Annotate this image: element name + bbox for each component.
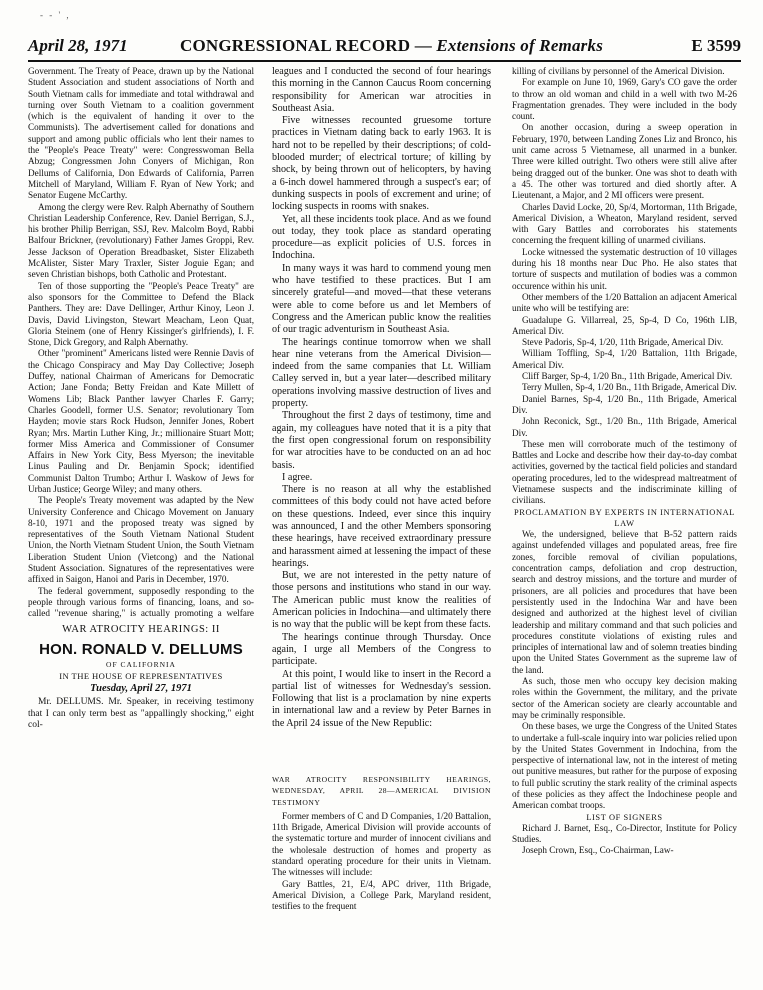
header-title-sub: Extensions of Remarks [436, 36, 604, 55]
col3-paragraph: On another occasion, during a sweep operation in February, 1970, between Landing Zones Liz and Bronco, his unit came across 5 Vietnamese, all unarmed in a bunker. Three were killed outright. Two others were still alive after being dragged out of the bunker. One was shot to death with a 45. The other was tortured and died shortly after. A Lieutenant, a Major, and 2 MI officers were present. [512, 122, 737, 201]
section-heading: WAR ATROCITY HEARINGS: II [62, 624, 220, 635]
col3-paragraph: Locke witnessed the systematic destruction of 10 villages during his 18 months near Duc Pho. He also states that torture of suspects and mutilation of bodies was a common occurence within his unit. [512, 246, 737, 291]
col1-paragraph: Ten of those supporting the "People's Peace Treaty" are also sponsors for the Committee to Defend the Black Panthers. They are: Dave Dellinger, Arthur Kinoy, Leon J. Davis, David Livingston, Stewart Meacham, Leon Quat, Gloria Steinem (one of Henry Kissinger's girlfriends), I. F. Stone, Dick Gregory, and Ralph Abernathy. [28, 280, 254, 348]
speaker-name: HON. RONALD V. DELLUMS [39, 641, 243, 658]
col3-paragraph: Other members of the 1/20 Battalion an adjacent Americal unite who will be testifying are: [512, 291, 737, 314]
col1-paragraph: The People's Treaty movement was adapted by the New University Conference and Chicago Movement on January 8-10, 1971 and the proposed treaty was signed by representatives of the South Vietnam National Student Union, the North Vietnam Student Union, the South Vietnam Liberation Student Union (Vietcong) and the National Student Association. Signatures of the representatives were affixed in Saigon, Hanoi and Paris in December, 1970. [28, 495, 254, 585]
margin-marks: - - ' , [40, 10, 71, 20]
proclamation-paragraph: On these bases, we urge the Congress of the United States to undertake a full-scale inquiry into war policies relied upon by the United States Government in Indochina, from the perspective of international law, not in the interest of meting out punitive measures, but rather for the purpose of exposing to full public scrutiny the stark reality of the criminal aspects of these policies as they affect the Indochinese people and American combat troops. [512, 721, 737, 811]
witness-entry: John Reconick, Sgt., 1/20 Bn., 11th Brigade, Americal Div. [512, 416, 737, 438]
col2-lower-paragraph: Former members of C and D Companies, 1/20 Battalion, 11th Brigade, Americal Division will provide accounts of the systematic torture and murder of innocent civilians and the wholesale destruction of homes and property as standard operating procedure for their units in Vietnam. The witnesses will include: [272, 810, 491, 878]
header-date: April 28, 1971 [28, 36, 128, 55]
dateline: Tuesday, April 27, 1971 [90, 683, 192, 694]
col2-paragraph: leagues and I conducted the second of four hearings this morning in the Cannon Caucus Room concerning responsibility for American war atrocities in Southeast Asia. [272, 66, 491, 114]
col2-paragraph: Yet, all these incidents took place. And as we found out today, they took place as standard operating procedure—as explicit policies of U.S. forces in Indochina. [272, 213, 491, 262]
column-2 [272, 66, 491, 771]
col2-paragraph: In many ways it was hard to commend young men who have testified to these practices. But I am sincerely grateful—and moved—that these veterans were able to come before us and let Members of Congress and the American public know the realities of our tragic adventurism in Southeast Asia. [272, 262, 491, 336]
col2-paragraph: But, we are not interested in the petty nature of those persons and institutions who stand in our way. The American public must know the realities of American policies in Indochina—and ultimately there is no way that the public will be kept from these facts. [272, 570, 491, 631]
column-1 [28, 66, 254, 618]
col3-paragraph: killing of civilians by personnel of the Americal Division. [512, 66, 725, 76]
testimony-subhead: WAR ATROCITY RESPONSIBILITY HEARINGS, WEDNESDAY, APRIL 28—AMERICAL DIVISION TESTIMONY [272, 775, 491, 807]
witness-entry: Daniel Barnes, Sp-4, 1/20 Bn., 11th Brigade, Americal Div. [512, 393, 737, 415]
col3-paragraph: These men will corroborate much of the testimony of Battles and Locke and describe how their day-to-day combat activities, governed by the tactical field policies and standard operating procedures, led to the widespread maltreatment of Vietnamese suspects and the indiscriminate killing of civilians. [512, 438, 737, 506]
col3-paragraph: Charles David Locke, 20, Sp/4, Mortorman, 11th Brigade, Americal Division, a Wheaton, Maryland resident, served with Gary Battles and corroborates his statements concerning the frequent killing of unarmed civilians. [512, 201, 737, 246]
col2-paragraph: There is no reason at all why the established committees of this body could not have acted before on these questions. Indeed, ever since this inquiry was announced, I and the other Members sponsoring these hearings, have received extraordinary pressure and harassment aimed at lessening the impact of these hearings. [272, 484, 491, 569]
col2-paragraph: Throughout the first 2 days of testimony, time and again, my colleagues have noted that it is a pity that the first open congressional forum on responsibility for war atrocities have to be conducted on an ad hoc basis. [272, 410, 491, 471]
witness-entry: William Toffling, Sp-4, 1/20 Battalion, 11th Brigade, Americal Div. [512, 348, 737, 370]
col2-paragraph: The hearings continue tomorrow when we shall hear nine veterans from the Americal Division—indeed from the same companies that Lt. William Calley served in, but a year later—described military operations involving massive destruction of lives and property. [272, 336, 491, 410]
proclamation-paragraph: As such, those men who occupy key decision making roles within the Government, the military, and the private sector of the American society are clearly accountable and may be criminally responsible. [512, 676, 737, 720]
proclamation-heading: PROCLAMATION BY EXPERTS IN INTERNATIONAL LAW [514, 507, 735, 528]
header-page-number: E 3599 [691, 36, 741, 55]
speech-intro: Mr. DELLUMS. Mr. Speaker, in receiving testimony that I can only term best as "appallingly shocking," eight col- [28, 697, 254, 731]
col2-paragraph: Five witnesses recounted gruesome torture practices in Vietnam dating back to early 1963. It is hard not to be repelled by their descriptions; of cold-blooded murder; of electrical torture; of killing by shock, by being thrown out of helicopters, by having a 6-inch dowel hammered through a suspect's ear; of dunking suspects in pools of excrement and urine; of locking suspects in rooms with snakes. [272, 115, 491, 213]
proclamation-paragraph: We, the undersigned, believe that B-52 pattern raids against undefended villages and populated areas, free fire zones, forcible removal of civilian populations, concentration camps, defoliation and crop destruction, search and destroy missions, and the torture and murder of prisoners, are all policies and procedures that have been persistently used in the Indochina War and have been designed and authorized at the highest level of civilian leadership and military command and that such policies and procedures constitute violations of existing rules and principles of international law and of solemn treaties binding upon the United States Government as the supreme law of the land. [512, 529, 737, 675]
column-3 [512, 66, 737, 986]
header-title-main: CONGRESSIONAL RECORD — [180, 36, 437, 55]
col1-paragraph: Other "prominent" Americans listed were Rennie Davis of the Chicago Conspiracy and May Day Collective; Joseph Duffey, national Chairman of Americans for Democratic Action; Jane Fonda; Betty Freidan and Kate Millett of Womens Lib; Black Panther lawyer Charles F. Garry; Charles Goodell, former U.S. Senator; revolutionary Tom Hayden; movie stars Rock Hudson, Jennifer Jones, Robert Ryan; Mrs. Martin Luther King, Jr.; millionaire Stuart Mott; former Miss America and Commissioner of Consumer Affairs in New York City, Bess Myerson; the inevitable Linus Pauling and Dr. Benjamin Spock; identified Communist Dalton Trumbo; Arthur I. Waskow of Jews for Urban Justice; George Wiley; and many others. [28, 348, 254, 494]
col2-paragraph: The hearings continue through Thursday. Once again, I urge all Members of the Congress to participate. [272, 631, 491, 668]
signer-entry: Joseph Crown, Esq., Co-Chairman, Law- [522, 845, 674, 856]
signer-entry: Richard J. Barnet, Esq., Co-Director, Institute for Policy Studies. [512, 822, 737, 845]
column-2-lower [272, 774, 491, 913]
col2-lower-paragraph: Gary Battles, 21, E/4, APC driver, 11th Brigade, Americal Division, a College Park, Maryland resident, testifies to the frequent [272, 878, 491, 912]
witness-entry: Cliff Barger, Sp-4, 1/20 Bn., 11th Brigade, Americal Div. [522, 371, 733, 382]
col3-paragraph: For example on June 10, 1969, Gary's CO gave the order to throw an old woman and child in a well with two M-26 Fragmentation grenades. They were included in the body count. [512, 77, 737, 122]
witness-entry: Guadalupe G. Villarreal, 25, Sp-4, D Co, 196th LIB, Americal Div. [512, 314, 737, 336]
col1-paragraph: Government. The Treaty of Peace, drawn up by the National Student Association and student associations of North and South Vietnam calls for immediate and total withdrawal and turning over South Vietnam to a coalition government (which is the equivalent of handing it over to the Communists). The advertisement called for donations and support and among public officials who lent their names to the "People's Peace Treaty" were: Congresswoman Bella Abzug; Congressmen John Conyers of Michigan, Ron Dellums of California, Don Edwards of California, Parren Mitchell of Maryland, William F. Ryan of New York; and Senator Eugene McCarthy. [28, 66, 254, 201]
col1-paragraph: The federal government, supposedly responding to the people through various forms of financing, loans, and so-called "revenue sharing," is actually promoting a welfare [28, 585, 254, 618]
speaker-state: OF CALIFORNIA [106, 660, 176, 669]
col2-paragraph: I agree. [282, 471, 313, 483]
header-title [180, 36, 603, 56]
signers-heading: LIST OF SIGNERS [586, 812, 663, 822]
chamber-line: IN THE HOUSE OF REPRESENTATIVES [59, 671, 223, 681]
extension-heading-block [28, 624, 254, 732]
col1-paragraph: Among the clergy were Rev. Ralph Abernathy of Southern Christian Leadership Conference, Rev. Daniel Berrigan, S.J., his brother Philip Berrigan, SSJ, Rev. Malcolm Boyd, Rabbi Balfour Brickner, (revolutionary) Father James Groppi, Rev. Jesse Jackson of Operation Breadbasket, Sister Elizabeth McAlister, Sister Mary Traxler, Sister Joguie Egan; and seven Christian bishops, both Catholic and Protestant. [28, 201, 254, 280]
col2-paragraph: At this point, I would like to insert in the Record a partial list of witnesses for Wednesday's session. Following that list is a proclamation by nine experts in international law and a review by Peter Barnes in the April 24 issue of the New Republic: [272, 668, 491, 729]
page-header [28, 36, 741, 62]
witness-entry: Terry Mullen, Sp-4, 1/20 Bn., 11th Brigade, Americal Div. [522, 382, 737, 393]
witness-entry: Steve Padoris, Sp-4, 1/20, 11th Brigade, Americal Div. [522, 337, 724, 348]
